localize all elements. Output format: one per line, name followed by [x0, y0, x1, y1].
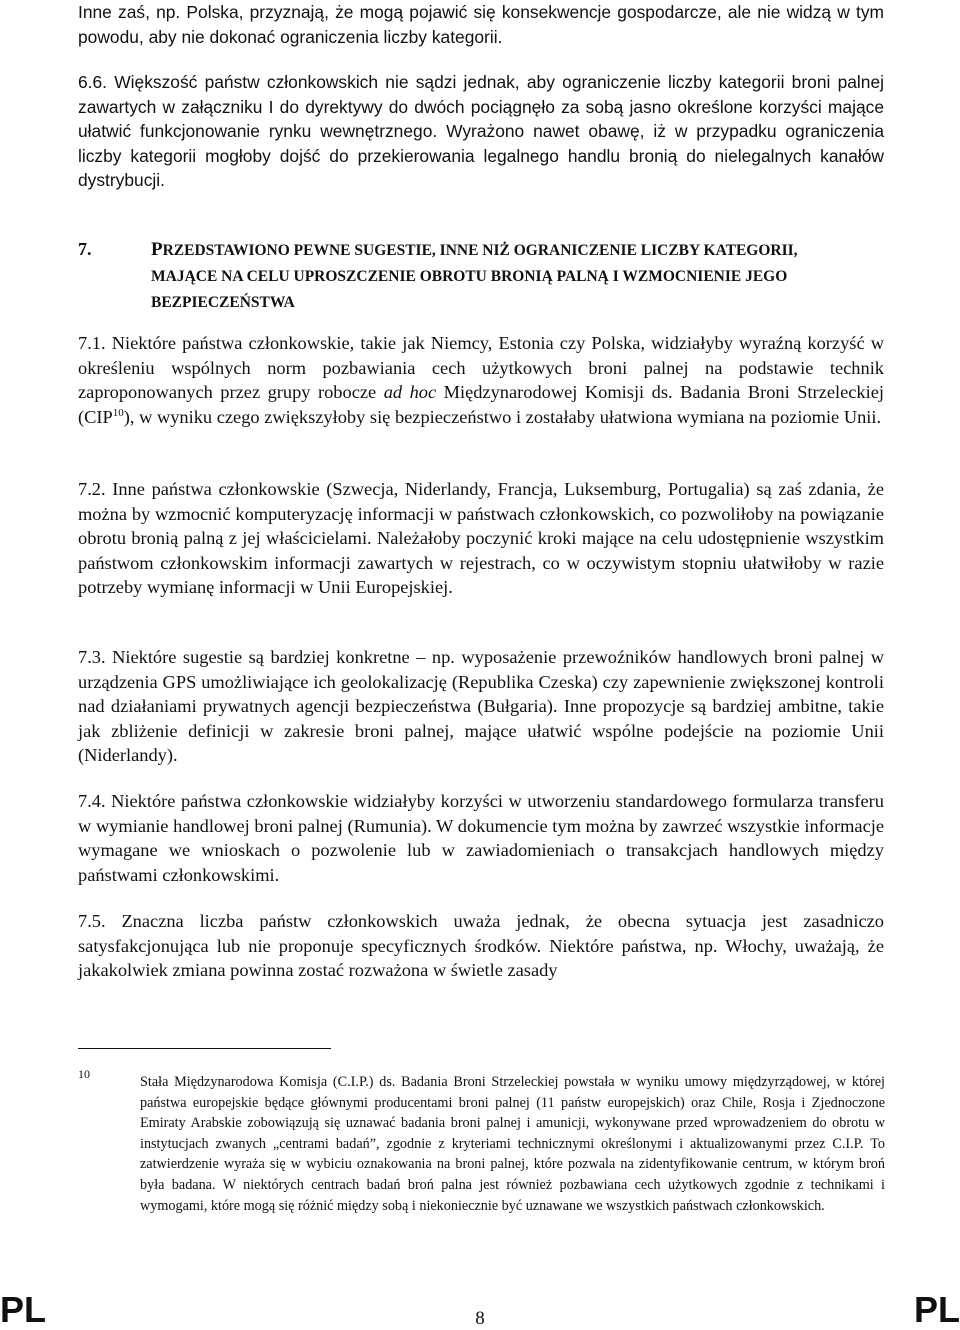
heading-line3-text: BEZPIECZEŃSTWA [151, 294, 295, 311]
p71-text-a: 7.1. Niektóre państwa członkowskie, takie jak Niemcy, Estonia czy Polska, widziałyby wyraźną korzyść w określeniu wspólnych norm pozbawiania cech użytkowych broni palnej na podstawie technik zaproponowanych przez grupy robocze [78, 333, 884, 403]
footnote-separator [78, 1048, 331, 1049]
heading-number: 7. [78, 239, 92, 259]
paragraph-7-3: 7.3. Niektóre sugestie są bardziej konkretne – np. wyposażenie przewoźników handlowych broni palnej w urządzenia GPS umożliwiające ich geolokalizację (Republika Czeska) czy zapewnienie zwiększonej kontroli nad działaniami prywatnych agencji bezpieczeństwa (Bułgaria). Inne propozycje są bardziej ambitne, takie jak zbliżenie definicji w zakresie broni palnej, mające ułatwić wspólne podejście na poziomie Unii (Niderlandy). [78, 647, 884, 766]
p71-text-c: ), w wyniku czego zwiększyłoby się bezpieczeństwo i zostałaby ułatwiona wymiana na poziomie Unii. [123, 406, 882, 427]
paragraph-intro: Inne zaś, np. Polska, przyznają, że mogą pojawić się konsekwencje gospodarcze, ale nie widzą w tym powodu, aby nie dokonać ograniczenia liczby kategorii. [78, 2, 884, 47]
paragraph-7-1 [78, 331, 884, 429]
paragraph-7-4: 7.4. Niektóre państwa członkowskie widziałyby korzyści w utworzeniu standardowego formularza transferu w wymianie handlowej broni palnej (Rumunia). W dokumencie tym można by zawrzeć wszystkie informacje wymagane we wnioskach o pozwolenie lub w zawiadomieniach o transakcjach handlowych między państwami członkowskimi. [78, 791, 884, 885]
page-number: 8 [475, 1308, 485, 1329]
language-code-right: PL [913, 1289, 960, 1330]
footnote-number: 10 [78, 1067, 90, 1081]
p71-text-b: Międzynarodowej Komisji ds. Badania Broni Strzeleckiej (CIP [78, 382, 885, 427]
heading-line-1 [78, 236, 884, 264]
section-heading-7 [78, 236, 884, 316]
heading-line1-text: RZEDSTAWIONO PEWNE SUGESTIE, INNE NIŻ OGRANICZENIE LICZBY KATEGORII, [162, 242, 798, 259]
heading-line-2 [78, 264, 884, 290]
heading-line2-text: MAJĄCE NA CELU UPROSZCZENIE OBROTU BRONIĄ PALNĄ I WZMOCNIENIE JEGO [151, 268, 788, 285]
footnote-ref-10[interactable]: 10 [112, 406, 124, 419]
paragraph-7-5: 7.5. Znaczna liczba państw członkowskich uważa jednak, że obecna sytuacja jest zasadniczo satysfakcjonująca lub nie proponuje specyficznych środków. Niektóre państwa, np. Włochy, uważają, że jakakolwiek zmiana powinna zostać rozważona w świetle zasady [78, 911, 884, 981]
heading-line-3 [78, 290, 884, 316]
paragraph-7-2: 7.2. Inne państwa członkowskie (Szwecja, Niderlandy, Francja, Luksemburg, Portugalia) są zaś zdania, że można by wzmocnić komputeryzację informacji w państwach członkowskich, co pozwoliłoby na powiązanie obrotu bronią palną z jej właścicielami. Należałoby poczynić kroki mające na celu udostępnienie wszystkim państwom członkowskim informacji zawartych w rejestrach, co w oczywistym stopniu ułatwiłoby w razie potrzeby wymianę informacji w Unii Europejskiej. [78, 479, 884, 598]
heading-cap-letter: P [151, 239, 163, 260]
p71-italic: ad hoc [383, 382, 437, 403]
footnote-text: Stała Międzynarodowa Komisja (C.I.P.) ds. Badania Broni Strzeleckiej powstała w wyniku umowy międzyrządowej, w której państwa europejskie będące głównymi producentami broni palnej (11 państw europejskich) oraz Chile, Rosja i Zjednoczone Emiraty Arabskie zobowiązują się uznawać badania broni palnej i amunicji, wykonywane przed wprowadzeniem do obrotu w instytucjach zwanych „centrami badań”, zgodnie z kryteriami technicznymi określonymi i aktualizowanymi przez C.I.P. To zatwierdzenie wyraża się w wybiciu oznakowania na broni palnej, które pozwala na zidentyfikowanie centrum, w którym broń była badana. W niektórych centrach badań broń palna jest również pozbawiana cech użytkowych zgodnie z technikami i wymogami, które mogą się różnić między sobą i niekoniecznie być uznawane we wszystkich państwach członkowskich. [140, 1074, 885, 1214]
paragraph-6-6: 6.6. Większość państw członkowskich nie sądzi jednak, aby ograniczenie liczby kategorii broni palnej zawartych w załączniku I do dyrektywy do dwóch pociągnęło za sobą jasno określone korzyści mające ułatwić funkcjonowanie rynku wewnętrznego. Wyrażono nawet obawę, iż w przypadku ograniczenia liczby kategorii mogłoby dojść do przekierowania legalnego handlu bronią do nielegalnych kanałów dystrybucji. [78, 72, 884, 191]
language-code-left: PL [0, 1289, 47, 1330]
